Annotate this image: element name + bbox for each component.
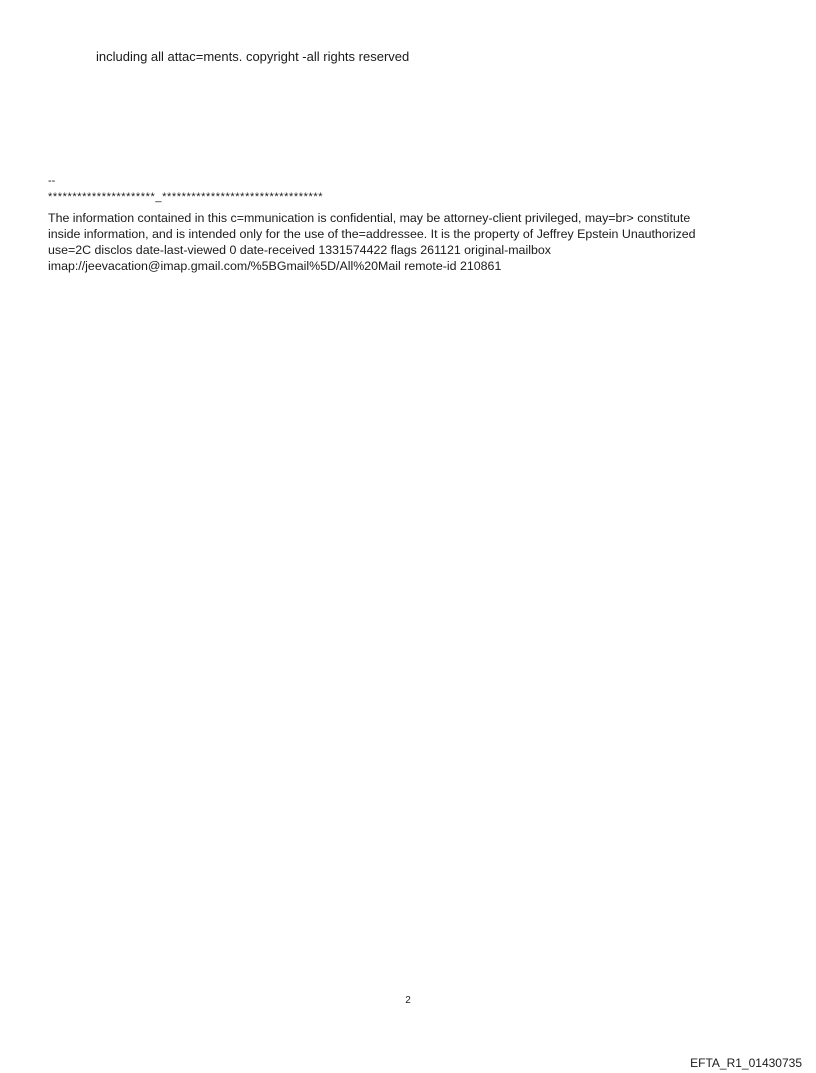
attachments-copyright-line: including all attac=ments. copyright -all rights reserved (96, 49, 410, 64)
document-id: EFTA_R1_01430735 (690, 1056, 802, 1070)
confidentiality-disclaimer (48, 210, 768, 274)
disclaimer-line: imap://jeevacation@imap.gmail.com/%5BGmail%5D/All%20Mail remote-id 210861 (48, 259, 502, 273)
disclaimer-line: inside information, and is intended only for the use of the=addressee. It is the property of Jeffrey Epstein Unauthorized (48, 227, 696, 241)
disclaimer-line: The information contained in this c=mmunication is confidential, may be attorney-client privileged, may=br> constitute (48, 211, 691, 225)
page-number: 2 (405, 995, 411, 1006)
separator-stars: **********************_********************************* (48, 191, 324, 203)
separator-dashes: -- (48, 175, 56, 187)
disclaimer-line: use=2C disclos date-last-viewed 0 date-received 1331574422 flags 261121 original-mailbox (48, 243, 551, 257)
